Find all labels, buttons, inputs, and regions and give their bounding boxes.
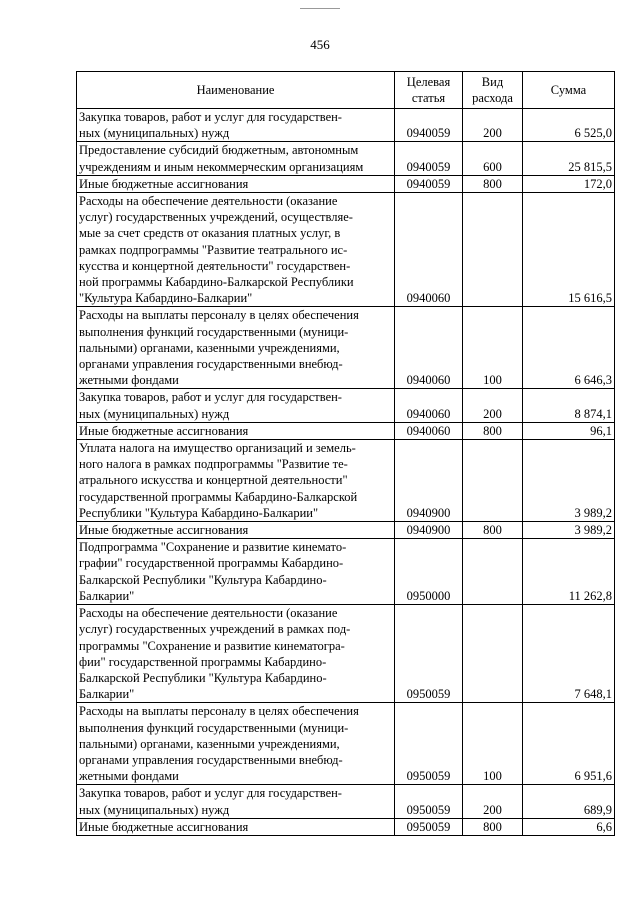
- row-type-cell: [463, 440, 523, 522]
- row-target-cell: 0950059: [395, 818, 463, 835]
- row-target-cell: 0950000: [395, 539, 463, 605]
- row-name-line: пальными) органами, казенными учреждениями,: [79, 340, 340, 355]
- row-name-line: ных (муниципальных) нужд: [79, 126, 230, 141]
- row-sum-cell: 172,0: [523, 175, 615, 192]
- row-type-cell: [463, 605, 523, 703]
- row-name-line: жетными фондами: [79, 373, 179, 388]
- row-name-line: Иные бюджетные ассигнования: [79, 423, 249, 438]
- row-target-cell: 0940060: [395, 307, 463, 389]
- row-target-cell: 0940059: [395, 175, 463, 192]
- row-name-line: органами управления государственными внебюд-: [79, 752, 343, 767]
- header-name: Наименование: [77, 72, 395, 109]
- row-name-line: Закупка товаров, работ и услуг для государствен-: [79, 110, 342, 124]
- row-type-cell: 600: [463, 142, 523, 175]
- header-target-line2: статья: [411, 91, 446, 105]
- row-name-line: рамках подпрограммы "Развитие театрального ис-: [79, 242, 348, 257]
- table-row: [77, 818, 615, 835]
- row-sum-cell: 96,1: [523, 422, 615, 439]
- row-name-line: Балкарии": [79, 588, 135, 603]
- row-target-cell: 0950059: [395, 785, 463, 818]
- row-type-cell: 200: [463, 109, 523, 142]
- row-sum-cell: 11 262,8: [523, 539, 615, 605]
- table-row: [77, 703, 615, 785]
- row-name-line: выполнения функций государственными (муници-: [79, 720, 349, 735]
- budget-table: [76, 71, 615, 836]
- row-name-line: атрального искусства и концертной деятельности": [79, 473, 348, 488]
- row-name-line: ных (муниципальных) нужд: [79, 802, 230, 817]
- row-type-cell: 800: [463, 522, 523, 539]
- row-name-line: ной программы Кабардино-Балкарской Республики: [79, 275, 354, 290]
- table-row: [77, 539, 615, 605]
- table-row: [77, 605, 615, 703]
- row-sum-cell: 7 648,1: [523, 605, 615, 703]
- header-target-line1: Целевая: [406, 74, 451, 89]
- header-target: [395, 72, 463, 109]
- row-sum-cell: 689,9: [523, 785, 615, 818]
- row-name-line: органами управления государственными внебюд-: [79, 357, 343, 372]
- row-type-cell: 100: [463, 307, 523, 389]
- row-type-cell: 200: [463, 785, 523, 818]
- table-row: [77, 307, 615, 389]
- row-sum-cell: 8 874,1: [523, 389, 615, 422]
- row-type-cell: 100: [463, 703, 523, 785]
- row-name-cell: [77, 440, 395, 522]
- row-name-line: Закупка товаров, работ и услуг для государствен-: [79, 390, 342, 405]
- table-row: [77, 785, 615, 818]
- row-type-cell: [463, 193, 523, 307]
- row-name-cell: [77, 193, 395, 307]
- scan-artifact: [300, 8, 340, 9]
- row-name-line: Иные бюджетные ассигнования: [79, 176, 249, 191]
- row-name-line: графии" государственной программы Кабардино-: [79, 556, 344, 571]
- row-target-cell: 0940060: [395, 389, 463, 422]
- row-name-cell: [77, 703, 395, 785]
- row-name-line: услуг) государственных учреждений в рамках под-: [79, 622, 351, 637]
- row-sum-cell: 6,6: [523, 818, 615, 835]
- row-target-cell: 0940060: [395, 193, 463, 307]
- row-name-cell: [77, 785, 395, 818]
- row-name-line: Иные бюджетные ассигнования: [79, 819, 249, 834]
- row-target-cell: 0940900: [395, 440, 463, 522]
- row-name-cell: [77, 175, 395, 192]
- row-name-cell: [77, 422, 395, 439]
- row-name-line: "Культура Кабардино-Балкарии": [79, 291, 253, 306]
- row-target-cell: 0940060: [395, 422, 463, 439]
- row-name-line: Расходы на выплаты персоналу в целях обеспечения: [79, 704, 359, 719]
- table-row: [77, 175, 615, 192]
- header-sum: Сумма: [523, 72, 615, 109]
- row-name-line: Республики "Культура Кабардино-Балкарии": [79, 505, 319, 520]
- table-row: [77, 109, 615, 142]
- row-name-line: пальными) органами, казенными учреждениями,: [79, 736, 340, 751]
- row-name-line: программы "Сохранение и развитие кинематогра-: [79, 638, 345, 653]
- row-name-line: Балкарской Республики "Культура Кабардино-: [79, 670, 327, 685]
- row-name-line: услуг) государственных учреждений, осуществляе-: [79, 210, 353, 225]
- row-type-cell: 800: [463, 422, 523, 439]
- row-name-line: жетными фондами: [79, 769, 179, 784]
- row-name-line: Уплата налога на имущество организаций и земель-: [79, 441, 356, 456]
- row-sum-cell: 15 616,5: [523, 193, 615, 307]
- row-name-cell: [77, 389, 395, 422]
- row-sum-cell: 6 951,6: [523, 703, 615, 785]
- table-header-row: [77, 72, 615, 109]
- header-type-line1: Вид: [481, 74, 504, 89]
- row-type-cell: 800: [463, 818, 523, 835]
- row-sum-cell: 3 989,2: [523, 522, 615, 539]
- row-sum-cell: 6 525,0: [523, 109, 615, 142]
- row-name-line: Расходы на выплаты персоналу в целях обеспечения: [79, 308, 359, 323]
- row-target-cell: 0940059: [395, 109, 463, 142]
- row-name-line: кусства и концертной деятельности" государствен-: [79, 258, 351, 273]
- row-name-line: выполнения функций государственными (муници-: [79, 324, 349, 339]
- row-type-cell: 200: [463, 389, 523, 422]
- row-type-cell: [463, 539, 523, 605]
- row-type-cell: 800: [463, 175, 523, 192]
- row-name-line: мые за счет средств от оказания платных услуг, в: [79, 226, 341, 241]
- row-name-cell: [77, 142, 395, 175]
- row-name-line: Подпрограмма "Сохранение и развитие кинемато-: [79, 540, 347, 555]
- table-row: [77, 522, 615, 539]
- table-body: [77, 109, 615, 836]
- table-row: [77, 440, 615, 522]
- row-target-cell: 0940059: [395, 142, 463, 175]
- row-name-line: Расходы на обеспечение деятельности (оказание: [79, 194, 338, 209]
- table-row: [77, 142, 615, 175]
- row-name-line: Балкарской Республики "Культура Кабардино-: [79, 572, 327, 587]
- row-target-cell: 0950059: [395, 605, 463, 703]
- row-name-line: Балкарии": [79, 687, 135, 702]
- page-number: 456: [310, 37, 330, 52]
- table-row: [77, 193, 615, 307]
- header-type: [463, 72, 523, 109]
- table-row: [77, 389, 615, 422]
- row-name-cell: [77, 605, 395, 703]
- row-name-line: государственной программы Кабардино-Балкарской: [79, 489, 358, 504]
- table-row: [77, 422, 615, 439]
- row-name-cell: [77, 522, 395, 539]
- row-name-line: ного налога в рамках подпрограммы "Развитие те-: [79, 457, 348, 472]
- row-name-line: Предоставление субсидий бюджетным, автономным: [79, 143, 359, 158]
- row-name-cell: [77, 109, 395, 142]
- row-name-line: Расходы на обеспечение деятельности (оказание: [79, 606, 338, 621]
- row-name-line: фии" государственной программы Кабардино-: [79, 654, 327, 669]
- header-type-line2: расхода: [472, 91, 513, 105]
- row-name-cell: [77, 539, 395, 605]
- row-name-line: Закупка товаров, работ и услуг для государствен-: [79, 786, 342, 801]
- row-target-cell: 0940900: [395, 522, 463, 539]
- row-target-cell: 0950059: [395, 703, 463, 785]
- row-name-cell: [77, 307, 395, 389]
- row-sum-cell: 6 646,3: [523, 307, 615, 389]
- row-name-line: учреждениям и иным некоммерческим организациям: [79, 159, 364, 174]
- row-name-line: ных (муниципальных) нужд: [79, 406, 230, 421]
- row-sum-cell: 3 989,2: [523, 440, 615, 522]
- row-name-line: Иные бюджетные ассигнования: [79, 523, 249, 538]
- row-name-cell: [77, 818, 395, 835]
- row-sum-cell: 25 815,5: [523, 142, 615, 175]
